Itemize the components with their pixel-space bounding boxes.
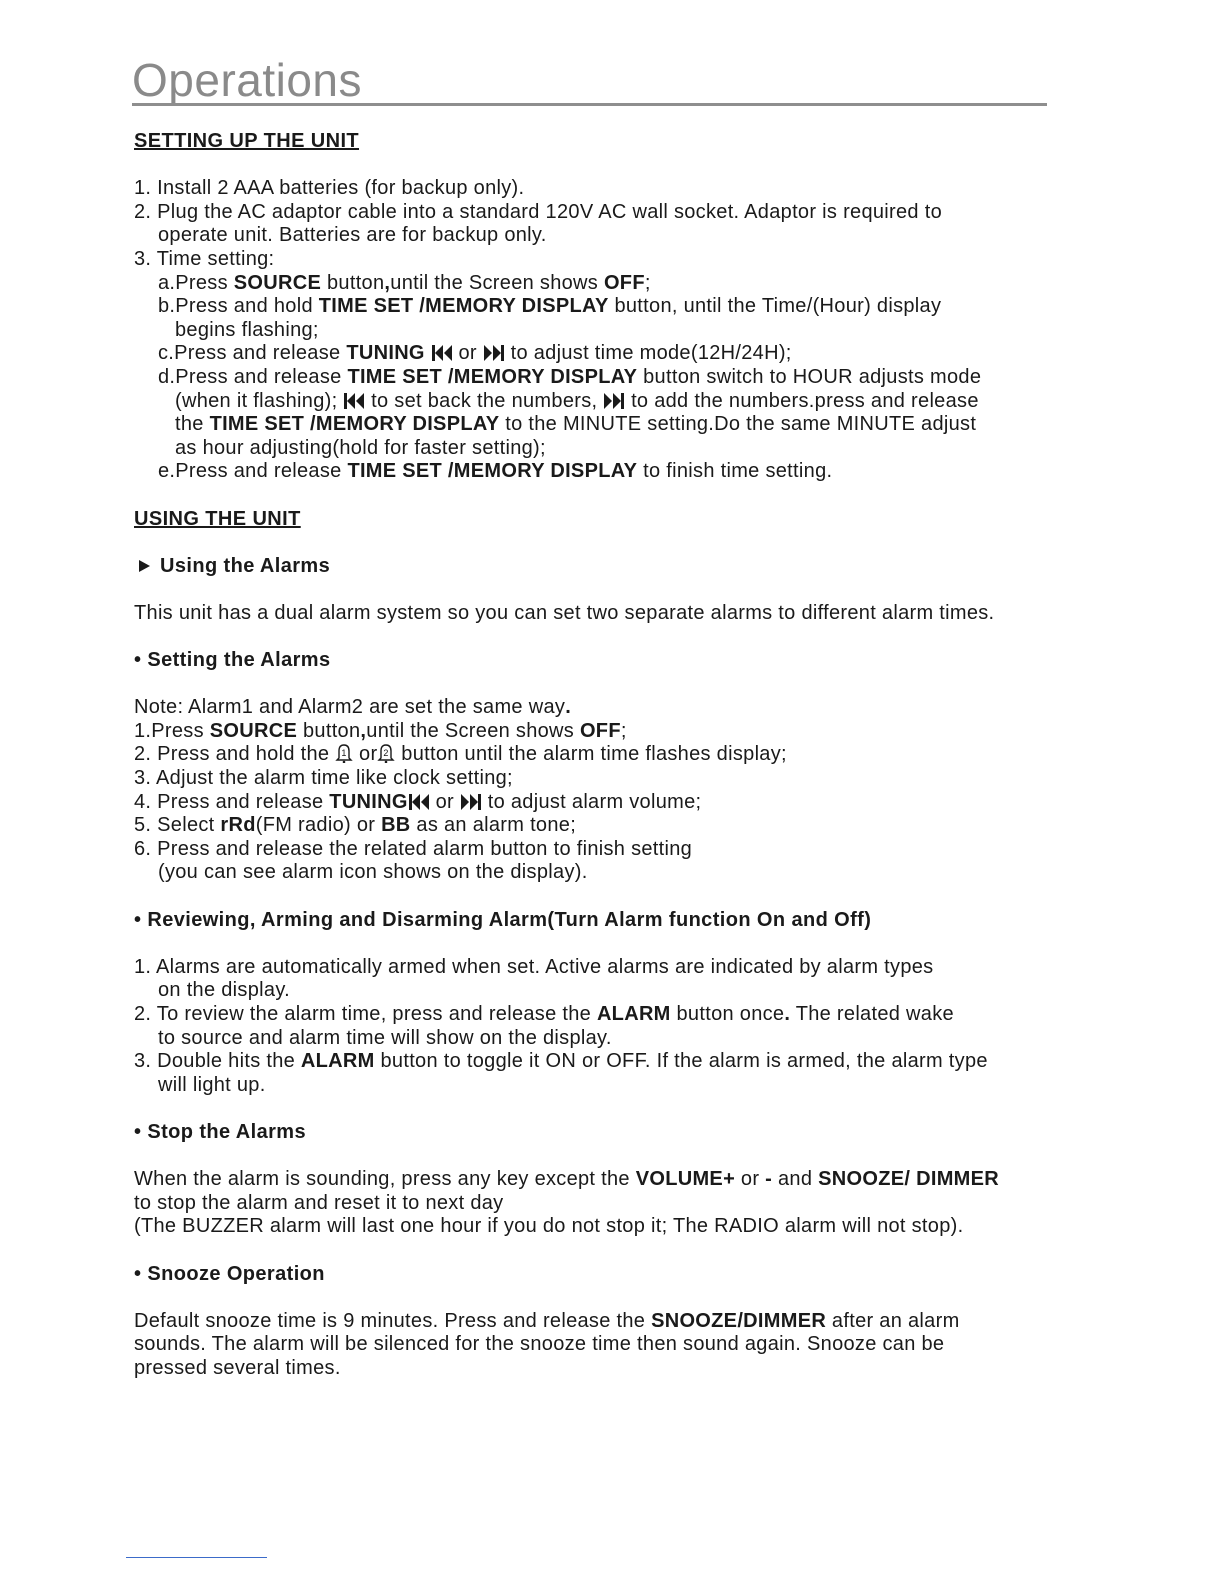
skip-back-icon [408,793,430,811]
alarm-note: Note: Alarm1 and Alarm2 are set the same way. [134,696,572,719]
subheading-setting-alarms: • Setting the Alarms [134,649,331,672]
setup-step-3d: d.Press and release TIME SET /MEMORY DISPLAY button switch to HOUR adjusts mode [158,365,982,388]
setup-step-2-cont: operate unit. Batteries are for backup only. [158,224,547,247]
skip-back-icon [343,392,365,410]
svg-text:2: 2 [383,748,390,759]
review-step-1: 1. Alarms are automatically armed when set. Active alarms are indicated by alarm types [134,955,934,978]
alarm-step-3: 3. Adjust the alarm time like clock setting; [134,767,513,790]
review-step-3: 3. Double hits the ALARM button to toggle it ON or OFF. If the alarm is armed, the alarm type [134,1050,988,1073]
alarm-1-bell-icon [335,743,353,763]
skip-forward-icon [460,793,482,811]
review-step-3-cont: will light up. [158,1073,266,1096]
skip-forward-icon [483,344,505,362]
page-content [134,130,1114,1380]
stop-text-2: to stop the alarm and reset it to next day [134,1191,504,1214]
alarm-step-6-cont: (you can see alarm icon shows on the display). [158,861,588,884]
subheading-stop-alarms: • Stop the Alarms [134,1120,306,1143]
alarms-intro: This unit has a dual alarm system so you can set two separate alarms to different alarm times. [134,601,995,624]
setup-step-3: 3. Time setting: [134,247,275,270]
subheading-reviewing: • Reviewing, Arming and Disarming Alarm(Turn Alarm function On and Off) [134,908,872,931]
page-title: Operations [132,54,363,106]
setup-step-3d-cont-1: (when it flashing); to set back the numbers, to add the numbers.press and release [175,389,979,412]
setup-step-3d-cont-2: the TIME SET /MEMORY DISPLAY to the MINUTE setting.Do the same MINUTE adjust [175,413,977,436]
alarm-step-6: 6. Press and release the related alarm button to finish setting [134,837,693,860]
stop-text-1: When the alarm is sounding, press any key except the VOLUME+ or - and SNOOZE/ DIMMER [134,1168,999,1191]
setup-step-3c: c.Press and release TUNING or to adjust time mode(12H/24H); [158,342,792,365]
setup-step-3b: b.Press and hold TIME SET /MEMORY DISPLAY button, until the Time/(Hour) display [158,295,942,318]
skip-back-icon [431,344,453,362]
snooze-text-1: Default snooze time is 9 minutes. Press and release the SNOOZE/DIMMER after an alarm [134,1309,960,1332]
snooze-text-3: pressed several times. [134,1356,341,1379]
review-step-2: 2. To review the alarm time, press and release the ALARM button once. The related wake [134,1002,954,1025]
alarm-step-5: 5. Select rRd(FM radio) or BB as an alarm tone; [134,814,577,837]
alarm-step-1: 1.Press SOURCE button,until the Screen shows OFF; [134,719,627,742]
subheading-using-alarms: Using the Alarms [134,555,1114,579]
section-heading-using: USING THE UNIT [134,507,301,530]
alarm-step-2: 2. Press and hold the 1 or 2 button until the alarm time flashes display; [134,743,787,766]
setup-step-2: 2. Plug the AC adaptor cable into a standard 120V AC wall socket. Adaptor is required to [134,200,942,223]
footer-rule [126,1557,267,1558]
review-step-2-cont: to source and alarm time will show on the display. [158,1026,612,1049]
setup-step-3a: a.Press SOURCE button,until the Screen shows OFF; [158,271,651,294]
subheading-snooze: • Snooze Operation [134,1262,325,1285]
section-heading-setting-up: SETTING UP THE UNIT [134,130,360,152]
setup-step-1: 1. Install 2 AAA batteries (for backup only). [134,177,525,200]
stop-text-3: (The BUZZER alarm will last one hour if you do not stop it; The RADIO alarm will not stop). [134,1215,964,1238]
snooze-text-2: sounds. The alarm will be silenced for the snooze time then sound again. Snooze can be [134,1333,945,1356]
triangle-bullet-icon [139,560,150,572]
alarm-step-4: 4. Press and release TUNING or to adjust alarm volume; [134,790,702,813]
title-rule [132,103,1047,106]
setup-step-3e: e.Press and release TIME SET /MEMORY DISPLAY to finish time setting. [158,460,833,483]
setup-step-3d-cont-3: as hour adjusting(hold for faster setting); [175,436,546,459]
svg-text:1: 1 [341,748,347,759]
setup-step-3b-cont: begins flashing; [175,318,319,341]
skip-forward-icon [603,392,625,410]
review-step-1-cont: on the display. [158,979,290,1002]
alarm-2-bell-icon [377,743,395,763]
